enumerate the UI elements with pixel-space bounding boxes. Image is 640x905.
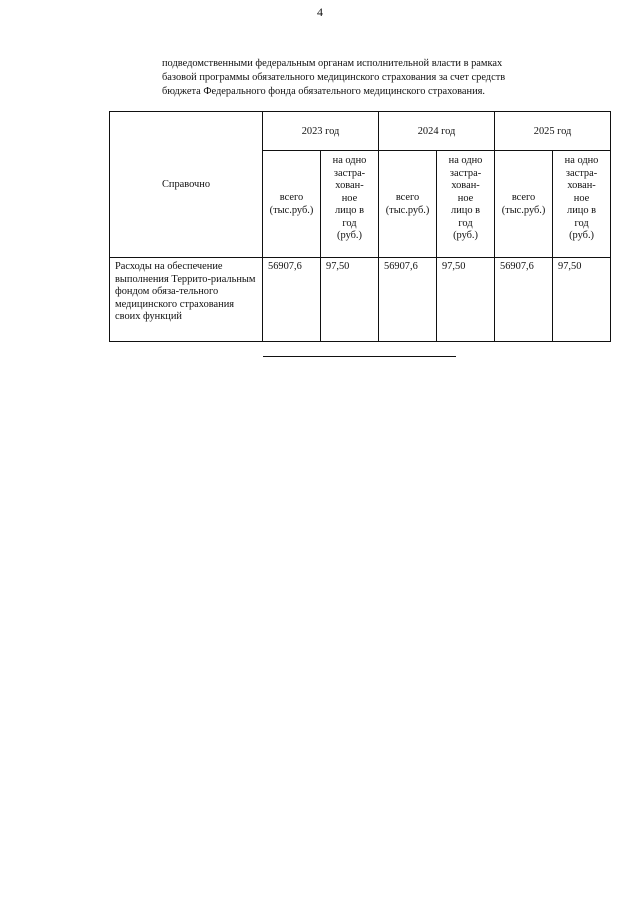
value-per-person-2023: 97,50	[321, 258, 379, 342]
intro-paragraph: подведомственными федеральным органам исполнительной власти в рамках базовой программы обязательного медицинского страхования за счет средств бюджета Федерального фонда обязательного медицинского страхования.	[162, 58, 506, 97]
subheader-total-text: всего (тыс.руб.)	[385, 192, 430, 216]
year-header-2024: 2024 год	[379, 112, 495, 151]
header-label-cell	[110, 112, 263, 258]
page-number: 4	[317, 5, 323, 19]
subheader-per-person-text: на одно застра- хован- ное лицо в год (руб.)	[448, 155, 483, 241]
budget-table	[109, 111, 611, 342]
header-label: Справочно	[161, 179, 211, 190]
year-header-2025: 2025 год	[495, 112, 611, 151]
subheader-per-person-2023	[321, 151, 379, 258]
table-row	[110, 258, 611, 342]
table-header-row-years	[110, 112, 611, 151]
value-total-2023: 56907,6	[263, 258, 321, 342]
subheader-total-2024	[379, 151, 437, 258]
subheader-total-text: всего (тыс.руб.)	[269, 192, 314, 216]
value-total-2025: 56907,6	[495, 258, 553, 342]
subheader-per-person-text: на одно застра- хован- ное лицо в год (руб.)	[332, 155, 367, 241]
subheader-per-person-text: на одно застра- хован- ное лицо в год (руб.)	[564, 155, 599, 241]
subheader-per-person-2025	[553, 151, 611, 258]
subheader-per-person-2024	[437, 151, 495, 258]
subheader-total-2025	[495, 151, 553, 258]
value-per-person-2025: 97,50	[553, 258, 611, 342]
end-divider-line	[263, 356, 456, 357]
value-per-person-2024: 97,50	[437, 258, 495, 342]
row-label: Расходы на обеспечение выполнения Террито-риальным фондом обяза-тельного медицинского страхования своих функций	[110, 258, 263, 342]
value-total-2024: 56907,6	[379, 258, 437, 342]
subheader-total-2023	[263, 151, 321, 258]
subheader-total-text: всего (тыс.руб.)	[501, 192, 546, 216]
year-header-2023: 2023 год	[263, 112, 379, 151]
